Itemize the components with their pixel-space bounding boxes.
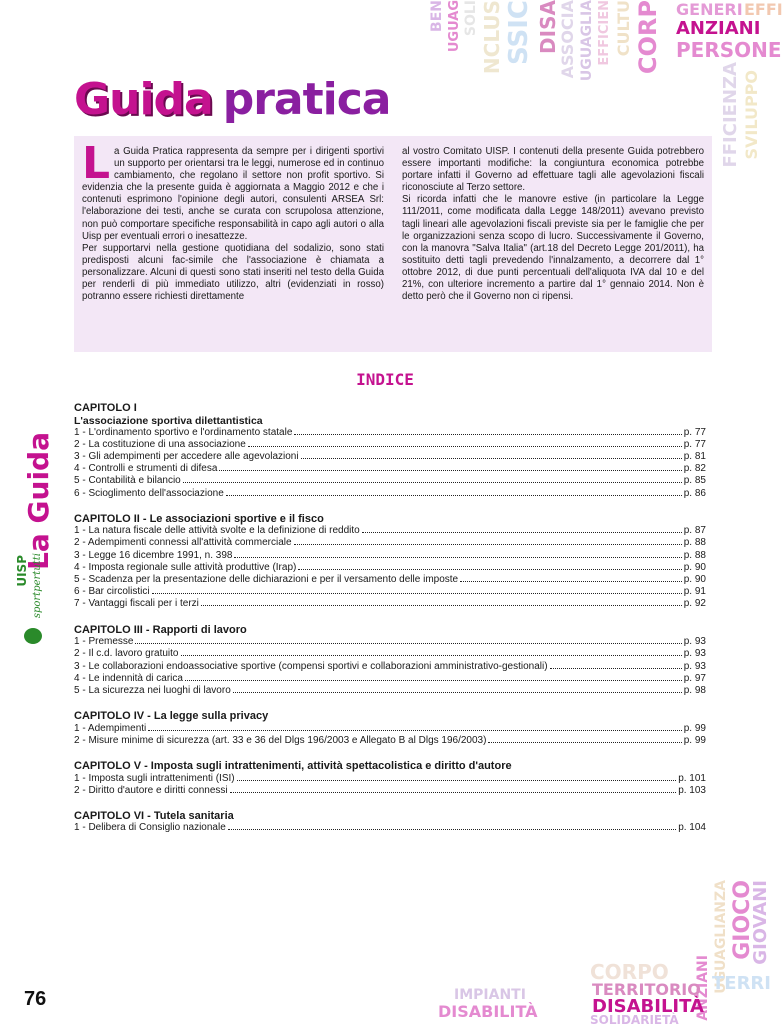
- deco-word: EFFI: [744, 0, 783, 19]
- intro-box: [74, 136, 712, 352]
- toc-entry-page: p. 104: [678, 822, 706, 834]
- dot-leader: [152, 593, 682, 594]
- chapter-title: CAPITOLO III - Rapporti di lavoro: [74, 623, 247, 636]
- dot-leader: [237, 780, 677, 781]
- intro-paragraph: a Guida Pratica rappresenta da sempre per i dirigenti sportivi un supporto per orientarsi tra le leggi, numerose ed in continuo cambiamento, che regolano il settore non profit sportivo. Si evidenzia che la presente guida è aggiornata a Maggio 2012 e che i contenuti esprimono l'opinione degli autori, consulenti ARSEA Srl: l'elaborazione dei testi, anche se curata con scrupolosa attenzione, non può comportare specifiche responsabilità in capo agli autori o alla Uisp per eventuali errori o inesattezze.: [82, 146, 384, 242]
- toc-entry-label: 1 - L'ordinamento sportivo e l'ordinamento statale: [74, 426, 293, 438]
- dot-leader: [294, 434, 681, 435]
- toc-entry-label: 6 - Scioglimento dell'associazione: [74, 487, 224, 499]
- deco-word: GIOVANI: [750, 880, 771, 965]
- toc-entry[interactable]: [74, 598, 706, 610]
- chapter-block: [74, 402, 706, 500]
- deco-word: ANZIANI: [676, 18, 761, 39]
- toc-entry-label: 2 - La costituzione di una associazione: [74, 438, 246, 450]
- toc-entry[interactable]: [74, 661, 706, 673]
- toc-entry-label: 3 - Le collaborazioni endoassociative sportive (compensi sportivi e collaborazioni amministrativo-gestionali): [74, 660, 548, 672]
- toc-entry-page: p. 99: [683, 722, 706, 734]
- chapter-block: [74, 710, 706, 747]
- toc-entry-label: 2 - Il c.d. lavoro gratuito: [74, 648, 179, 660]
- toc-entry-page: p. 81: [683, 450, 706, 462]
- dot-leader: [228, 829, 676, 830]
- intro-paragraph: Si ricorda infatti che le manovre estive (in particolare la Legge 111/2011, come modificata dalla Legge 148/2011) avevano previsto tagli lineari alle agevolazioni fiscali previste sia per le famiglie che per le organizzazioni senza scopo di lucro. Successivamente il Governo, con la manovra "Salva Italia" (art.18 del Decreto Legge 201/2011), ha sostituito detti tagli prevedendo l'innalzamento, a decorrere dal 1° ottobre 2012, di due punti percentuali dell'aliquota IVA dal 10 e del 21%, con ulteriore incremento a partire dal 1° gennaio 2014. Non è detto però che il Governo non ci ripensi.: [402, 194, 704, 303]
- drop-cap: L: [82, 138, 111, 189]
- toc-entry[interactable]: [74, 735, 706, 747]
- deco-word: CULTU: [614, 0, 633, 57]
- dot-leader: [301, 458, 682, 459]
- deco-word: ASSOCIA: [558, 0, 577, 79]
- toc-entry-page: p. 85: [683, 475, 706, 487]
- deco-word: SSIC: [504, 0, 534, 66]
- toc-entry-label: 2 - Diritto d'autore e diritti connessi: [74, 784, 228, 796]
- side-label-la-guida: La Guida: [22, 432, 55, 570]
- deco-word: DISABILITÀ: [438, 1002, 538, 1021]
- toc-entry-label: 2 - Adempimenti connessi all'attività commerciale: [74, 537, 292, 549]
- dot-leader: [248, 446, 682, 447]
- dot-leader: [488, 742, 681, 743]
- toc-entry[interactable]: [74, 562, 706, 574]
- chapter-title: CAPITOLO VI - Tutela sanitaria: [74, 809, 234, 822]
- chapter-title: CAPITOLO V - Imposta sugli intrattenimenti, attività spettacolistica e diritto d'autore: [74, 760, 512, 773]
- toc-entry[interactable]: [74, 463, 706, 475]
- sportpertutti-text: sportpertutti: [32, 553, 43, 619]
- toc-entry-page: p. 77: [683, 438, 706, 450]
- toc-entry-label: 1 - Premesse: [74, 636, 134, 648]
- chapter-title: CAPITOLO II - Le associazioni sportive e il fisco: [74, 512, 324, 525]
- toc-entry-page: p. 93: [683, 660, 706, 672]
- toc-entry[interactable]: [74, 550, 706, 562]
- toc-entry-label: 4 - Imposta regionale sulle attività produttive (Irap): [74, 561, 297, 573]
- dot-leader: [148, 730, 681, 731]
- deco-word: CORP: [634, 0, 662, 75]
- deco-word: UGUAGLIANZA: [713, 880, 729, 994]
- toc-entry[interactable]: [74, 475, 706, 487]
- deco-word: FFICIENZA: [720, 62, 741, 168]
- toc-entry-page: p. 90: [683, 561, 706, 573]
- toc-entry-label: 7 - Vantaggi fiscali per i terzi: [74, 598, 199, 610]
- deco-word: SOLIDARIETÀ: [590, 1013, 679, 1027]
- deco-word: GIOCO: [730, 880, 755, 960]
- deco-word: TERRI: [712, 973, 771, 994]
- toc-entry-label: 5 - Contabilità e bilancio: [74, 475, 181, 487]
- toc-entry[interactable]: [74, 723, 706, 735]
- toc-entry-page: p. 93: [683, 648, 706, 660]
- dot-leader: [226, 495, 682, 496]
- toc-entry-label: 5 - La sicurezza nei luoghi di lavoro: [74, 684, 231, 696]
- toc-entry-label: 1 - Delibera di Consiglio nazionale: [74, 822, 226, 834]
- deco-word: SOLI: [463, 0, 479, 37]
- toc-entry[interactable]: [74, 586, 706, 598]
- intro-column-right: [402, 146, 704, 344]
- toc-entry[interactable]: [74, 537, 706, 549]
- toc-entry[interactable]: [74, 427, 706, 439]
- deco-word: GENERI: [676, 0, 743, 19]
- toc-entry-label: 6 - Bar circolistici: [74, 586, 150, 598]
- deco-word: DISABILITÀ: [592, 996, 704, 1017]
- toc-entry-page: p. 91: [683, 586, 706, 598]
- deco-word: NCLUS: [480, 0, 504, 75]
- dot-leader: [298, 569, 681, 570]
- dot-leader: [201, 605, 682, 606]
- toc-entry-page: p. 88: [683, 537, 706, 549]
- toc-entry-page: p. 87: [683, 525, 706, 537]
- toc-entry-page: p. 99: [683, 734, 706, 746]
- dot-leader: [181, 655, 682, 656]
- toc-entry-label: 1 - La natura fiscale delle attività svolte e la definizione di reddito: [74, 525, 360, 537]
- toc-entry-label: 4 - Controlli e strumenti di difesa: [74, 463, 218, 475]
- deco-word: CORPO: [590, 960, 669, 984]
- toc-entry-page: p. 77: [683, 426, 706, 438]
- toc-entry[interactable]: [74, 451, 706, 463]
- dot-leader: [460, 581, 682, 582]
- toc-entry[interactable]: [74, 773, 706, 785]
- dot-leader: [550, 668, 682, 669]
- toc-entry-label: 1 - Adempimenti: [74, 722, 147, 734]
- toc-entry-page: p. 88: [683, 549, 706, 561]
- toc-entry[interactable]: [74, 822, 706, 834]
- deco-word: TERRITORIO: [592, 980, 701, 999]
- toc-entry[interactable]: [74, 648, 706, 660]
- chapter-title: CAPITOLO I: [74, 402, 137, 414]
- toc-entry-page: p. 98: [683, 684, 706, 696]
- dot-leader: [233, 692, 682, 693]
- dot-leader: [362, 532, 682, 533]
- chapter-title: CAPITOLO IV - La legge sulla privacy: [74, 710, 269, 723]
- title-word-pratica: pratica: [222, 74, 391, 125]
- toc-entry-page: p. 92: [683, 598, 706, 610]
- deco-word: IMPIANTI: [454, 987, 526, 1003]
- dot-leader: [185, 680, 682, 681]
- deco-word: EFFICIEN: [597, 0, 612, 66]
- deco-word: BEN: [429, 0, 445, 32]
- title-word-guida: Guida: [74, 74, 213, 125]
- toc-entry[interactable]: [74, 636, 706, 648]
- uisp-logo-icon: [24, 628, 42, 644]
- intro-paragraph: al vostro Comitato UISP. I contenuti della presente Guida potrebbero essere importanti modifiche: la congiuntura economica potrebbe portare infatti il Governo ad effettuare tagli alle agevolazioni fiscali riconosciute al Terzo settore.: [402, 146, 704, 194]
- toc-entry-page: p. 93: [683, 636, 706, 648]
- toc-entry-page: p. 103: [678, 784, 706, 796]
- toc-entry[interactable]: [74, 525, 706, 537]
- toc-entry-page: p. 90: [683, 574, 706, 586]
- toc-entry[interactable]: [74, 574, 706, 586]
- dot-leader: [234, 557, 681, 558]
- toc-entry-label: 5 - Scadenza per la presentazione delle dichiarazioni e per il versamento delle imposte: [74, 574, 459, 586]
- dot-leader: [183, 482, 682, 483]
- deco-word: PERSONE: [676, 38, 782, 62]
- chapter-block: [74, 760, 706, 797]
- dot-leader: [135, 643, 681, 644]
- dot-leader: [219, 470, 681, 471]
- toc-entry-page: p. 86: [683, 487, 706, 499]
- intro-paragraph: Per supportarvi nella gestione quotidiana del sodalizio, sono stati predisposti alcuni fac-simile che l'associazione è chiamata a personalizzare. Alcuni di questi sono stati inseriti nel testo della Guida per renderli di più immediato utilizzo, altri (evidenziati in rosso) potranno essere richiesti direttamente: [82, 242, 384, 303]
- page-number: 76: [24, 988, 47, 1010]
- toc-entry[interactable]: [74, 785, 706, 797]
- toc-entry-page: p. 97: [683, 672, 706, 684]
- toc-entry-page: p. 82: [683, 463, 706, 475]
- chapter-subtitle: L'associazione sportiva dilettantistica: [74, 414, 263, 427]
- toc-entry[interactable]: [74, 673, 706, 685]
- toc-entry-label: 3 - Gli adempimenti per accedere alle agevolazioni: [74, 450, 299, 462]
- deco-word: UGUAGLIA: [579, 0, 595, 82]
- dot-leader: [294, 544, 682, 545]
- deco-word: ANZIANI: [695, 955, 711, 1021]
- toc-entry-label: 3 - Legge 16 dicembre 1991, n. 398: [74, 549, 233, 561]
- table-of-contents: [74, 402, 706, 848]
- index-heading: INDICE: [356, 370, 414, 389]
- toc-entry[interactable]: [74, 685, 706, 697]
- toc-entry-label: 4 - Le indennità di carica: [74, 672, 183, 684]
- uisp-logo-text: UISP: [15, 555, 29, 587]
- toc-entry[interactable]: [74, 439, 706, 451]
- toc-entry[interactable]: [74, 488, 706, 500]
- toc-entry-label: 1 - Imposta sugli intrattenimenti (ISI): [74, 772, 235, 784]
- chapter-block: [74, 624, 706, 698]
- deco-word: UGUAG: [447, 0, 462, 53]
- toc-entry-label: 2 - Misure minime di sicurezza (art. 33 e 36 del Dlgs 196/2003 e Allegato B al Dlgs 196/2003): [74, 734, 487, 746]
- deco-word: DISA: [536, 0, 560, 54]
- toc-entry-page: p. 101: [678, 772, 706, 784]
- dot-leader: [230, 792, 677, 793]
- chapter-block: [74, 513, 706, 611]
- page-title: [74, 74, 391, 125]
- intro-column-left: [82, 138, 384, 344]
- chapter-block: [74, 810, 706, 835]
- deco-word: SVILUPPO: [742, 70, 761, 160]
